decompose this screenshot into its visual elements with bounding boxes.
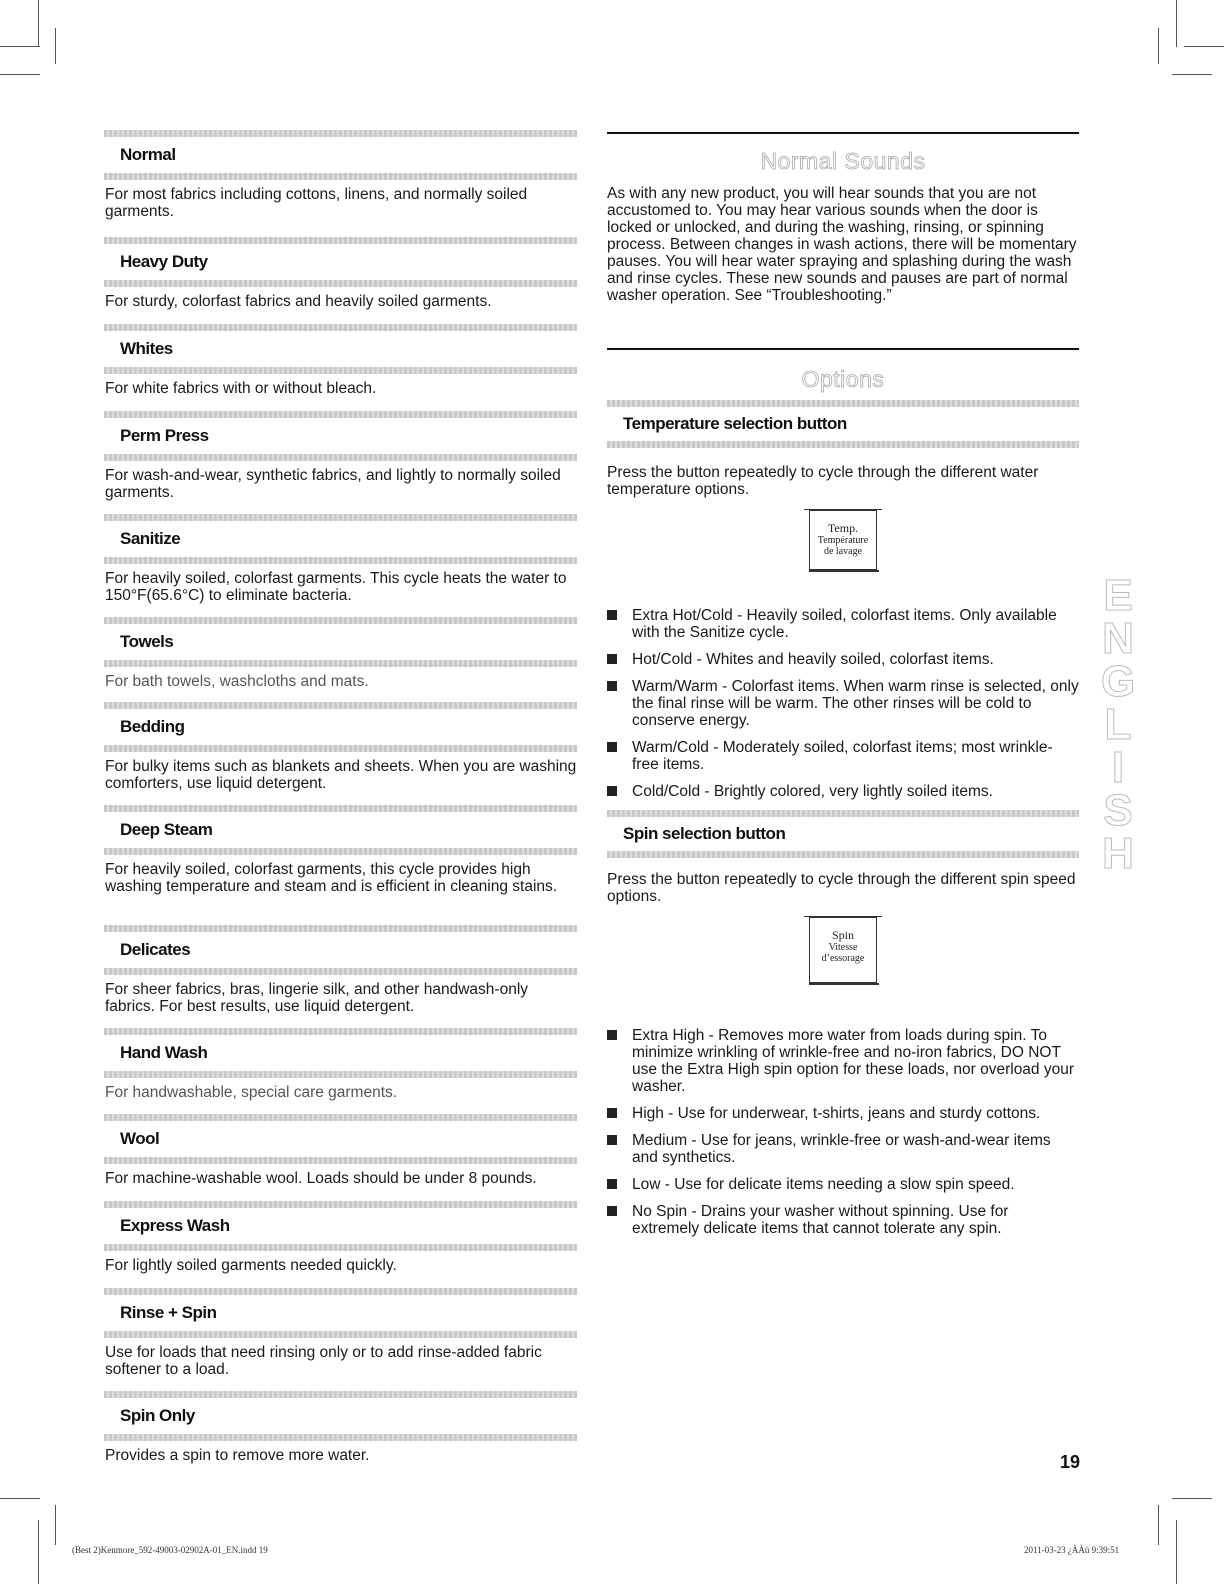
cycle-description: For handwashable, special care garments. xyxy=(105,1084,398,1101)
divider-bar xyxy=(104,1434,577,1441)
cycle-description: For white fabrics with or without bleach. xyxy=(105,380,377,397)
cycle-name: Wool xyxy=(120,1129,160,1148)
divider-bar xyxy=(104,367,577,374)
normal-sounds-text: As with any new product, you will hear sounds that you are not accustomed to. You may hear various sounds when the door is locked or unlocked, and during the washing, rinsing, or spinning process. Between changes in wash actions, there will be momentary pauses. You will hear water spraying and splashing during the wash and rinse cycles. These new sounds and pauses are part of normal washer operation. See “Troubleshooting.” xyxy=(607,185,1077,304)
tab-letter: H xyxy=(1102,829,1134,878)
cycle-description: For sturdy, colorfast fabrics and heavily soiled garments. xyxy=(105,293,492,310)
options-title: Options xyxy=(801,366,885,392)
tab-letter: I xyxy=(1111,743,1125,792)
cycle-name: Rinse + Spin xyxy=(120,1303,217,1322)
cycle-description: For machine-washable wool. Loads should be under 8 pounds. xyxy=(105,1170,537,1187)
cycle-list xyxy=(104,130,577,1478)
crop-mark xyxy=(1172,74,1212,75)
divider-bar xyxy=(104,1028,577,1035)
divider-bar xyxy=(104,411,577,418)
tab-letter: E xyxy=(1103,571,1133,620)
divider-bar xyxy=(104,514,577,521)
cycle-name: Normal xyxy=(120,145,176,164)
cycle-entry xyxy=(104,1288,577,1391)
spin-button-graphic xyxy=(809,917,877,983)
divider-bar xyxy=(607,810,1079,817)
list-item: Warm/Warm - Colorfast items. When warm rinse is selected, only the final rinse will be warm. The other rinses will be cold to conserve energy. xyxy=(607,678,1079,729)
divider-bar xyxy=(104,280,577,287)
cycle-entry xyxy=(104,1201,577,1288)
divider-bar xyxy=(104,925,577,932)
divider-bar xyxy=(104,968,577,975)
crop-mark xyxy=(38,1520,39,1584)
language-side-tab xyxy=(1101,571,1136,878)
button-label: Spin xyxy=(831,928,854,942)
divider-bar xyxy=(104,1288,577,1295)
cycle-description: For heavily soiled, colorfast garments, this cycle provides high washing temperature and steam and is efficient in cleaning stains. xyxy=(105,861,558,895)
divider-bar xyxy=(104,324,577,331)
button-label: Temp. xyxy=(827,521,859,535)
bullet-icon xyxy=(607,610,617,620)
bullet-icon xyxy=(607,1108,617,1118)
cycle-name: Spin Only xyxy=(120,1406,195,1425)
cycle-entry xyxy=(104,1391,577,1478)
cycle-description: For bath towels, washcloths and mats. xyxy=(105,673,369,690)
cycle-entry xyxy=(104,324,577,411)
page-number: 19 xyxy=(1060,1452,1081,1472)
button-label: Vitesse xyxy=(828,942,858,953)
cycle-description: For wash-and-wear, synthetic fabrics, and lightly to normally soiled garments. xyxy=(105,467,561,501)
divider-bar xyxy=(104,454,577,461)
cycle-name: Heavy Duty xyxy=(120,252,208,271)
list-item: Warm/Cold - Moderately soiled, colorfast items; most wrinkle-free items. xyxy=(607,739,1079,773)
list-item: Hot/Cold - Whites and heavily soiled, colorfast items. xyxy=(607,651,1079,668)
cycle-description: Provides a spin to remove more water. xyxy=(105,1447,370,1464)
divider-bar xyxy=(104,848,577,855)
cycle-entry xyxy=(104,130,577,237)
list-item: No Spin - Drains your washer without spinning. Use for extremely delicate items that cannot tolerate any spin. xyxy=(607,1203,1079,1237)
temperature-intro: Press the button repeatedly to cycle through the different water temperature options. xyxy=(607,464,1039,498)
crop-mark xyxy=(38,0,39,47)
divider-bar xyxy=(104,237,577,244)
crop-mark xyxy=(0,74,40,75)
temperature-heading: Temperature selection button xyxy=(623,414,847,433)
cycle-name: Deep Steam xyxy=(120,820,213,839)
list-item: Low - Use for delicate items needing a slow spin speed. xyxy=(607,1176,1079,1193)
button-label: d’essorage xyxy=(821,953,865,964)
right-column xyxy=(607,132,1079,1247)
divider-bar xyxy=(104,1114,577,1121)
temperature-options-list xyxy=(607,607,1079,800)
cycle-entry xyxy=(104,1114,577,1201)
cycle-entry xyxy=(104,925,577,1028)
tab-letter: N xyxy=(1102,614,1134,663)
temp-button-graphic xyxy=(809,510,877,570)
cycle-entry xyxy=(104,411,577,514)
crop-mark xyxy=(55,1505,56,1545)
section-rule xyxy=(607,132,1079,134)
crop-mark xyxy=(0,1498,40,1499)
divider-bar xyxy=(104,173,577,180)
temperature-button-illustration xyxy=(607,508,1079,580)
divider-bar xyxy=(104,805,577,812)
divider-bar xyxy=(104,702,577,709)
cycle-name: Towels xyxy=(120,632,174,651)
cycle-description: For most fabrics including cottons, linens, and normally soiled garments. xyxy=(105,186,528,220)
cycle-entry xyxy=(104,617,577,702)
cycle-name: Delicates xyxy=(120,940,191,959)
list-item: Extra Hot/Cold - Heavily soiled, colorfast items. Only available with the Sanitize cycle. xyxy=(607,607,1079,641)
list-item: Extra High - Removes more water from loads during spin. To minimize wrinkling of wrinkle-free and no-iron fabrics, DO NOT use the Extra High spin option for these loads, nor overload your washer. xyxy=(607,1027,1079,1095)
section-rule xyxy=(607,348,1079,350)
crop-mark xyxy=(1176,1520,1177,1584)
divider-bar xyxy=(104,1201,577,1208)
bullet-icon xyxy=(607,681,617,691)
divider-bar xyxy=(104,557,577,564)
cycle-description: For bulky items such as blankets and sheets. When you are washing comforters, use liquid detergent. xyxy=(105,758,577,792)
cycle-description: For heavily soiled, colorfast garments. This cycle heats the water to 150°F(65.6°C) to eliminate bacteria. xyxy=(105,570,567,604)
crop-mark xyxy=(1184,46,1224,47)
spin-options-list xyxy=(607,1027,1079,1237)
cycle-description: For sheer fabrics, bras, lingerie silk, and other handwash-only fabrics. For best results, use liquid detergent. xyxy=(105,981,529,1015)
bullet-icon xyxy=(607,1206,617,1216)
cycle-name: Express Wash xyxy=(120,1216,230,1235)
bullet-icon xyxy=(607,1030,617,1040)
divider-bar xyxy=(607,400,1079,407)
crop-mark xyxy=(1176,0,1177,47)
footer-timestamp: 2011-03-23 ¿ÀÀü 9:39:51 xyxy=(1024,1545,1120,1555)
crop-mark xyxy=(1158,28,1159,64)
normal-sounds-title: Normal Sounds xyxy=(760,148,926,174)
bullet-icon xyxy=(607,1135,617,1145)
divider-bar xyxy=(607,441,1079,448)
cycle-name: Whites xyxy=(120,339,173,358)
tab-letter: L xyxy=(1104,700,1132,749)
divider-bar xyxy=(104,660,577,667)
divider-bar xyxy=(104,1157,577,1164)
divider-bar xyxy=(104,1071,577,1078)
cycle-name: Hand Wash xyxy=(120,1043,208,1062)
spin-button-illustration xyxy=(607,915,1079,987)
footer-file-info: (Best 2)Kenmore_592-49003-02902A-01_EN.indd 19 xyxy=(72,1545,268,1555)
divider-bar xyxy=(104,1244,577,1251)
spin-intro: Press the button repeatedly to cycle through the different spin speed options. xyxy=(607,871,1076,905)
list-item: Cold/Cold - Brightly colored, very lightly soiled items. xyxy=(607,783,1079,800)
divider-bar xyxy=(104,130,577,137)
cycle-entry xyxy=(104,237,577,324)
cycle-description: Use for loads that need rinsing only or to add rinse-added fabric softener to a load. xyxy=(105,1344,542,1378)
divider-bar xyxy=(104,1331,577,1338)
cycle-description: For lightly soiled garments needed quickly. xyxy=(105,1257,397,1274)
divider-bar xyxy=(607,851,1079,858)
cycle-name: Perm Press xyxy=(120,426,209,445)
tab-letter: S xyxy=(1103,786,1133,835)
bullet-icon xyxy=(607,654,617,664)
cycle-name: Sanitize xyxy=(120,529,181,548)
cycle-entry xyxy=(104,514,577,617)
crop-mark xyxy=(1172,1498,1212,1499)
cycle-name: Bedding xyxy=(120,717,185,736)
cycle-entry xyxy=(104,702,577,805)
bullet-icon xyxy=(607,786,617,796)
cycle-entry xyxy=(104,805,577,925)
button-label: de lavage xyxy=(823,546,863,557)
crop-mark xyxy=(55,28,56,64)
divider-bar xyxy=(104,617,577,624)
tab-letter: G xyxy=(1101,657,1136,706)
bullet-icon xyxy=(607,742,617,752)
list-item: High - Use for underwear, t-shirts, jeans and sturdy cottons. xyxy=(607,1105,1079,1122)
bullet-icon xyxy=(607,1179,617,1189)
divider-bar xyxy=(104,745,577,752)
list-item: Medium - Use for jeans, wrinkle-free or wash-and-wear items and synthetics. xyxy=(607,1132,1079,1166)
spin-heading: Spin selection button xyxy=(623,824,786,843)
crop-mark xyxy=(0,46,40,47)
crop-mark xyxy=(1158,1505,1159,1545)
divider-bar xyxy=(104,1391,577,1398)
cycle-entry xyxy=(104,1028,577,1114)
button-label: Température xyxy=(817,535,869,546)
